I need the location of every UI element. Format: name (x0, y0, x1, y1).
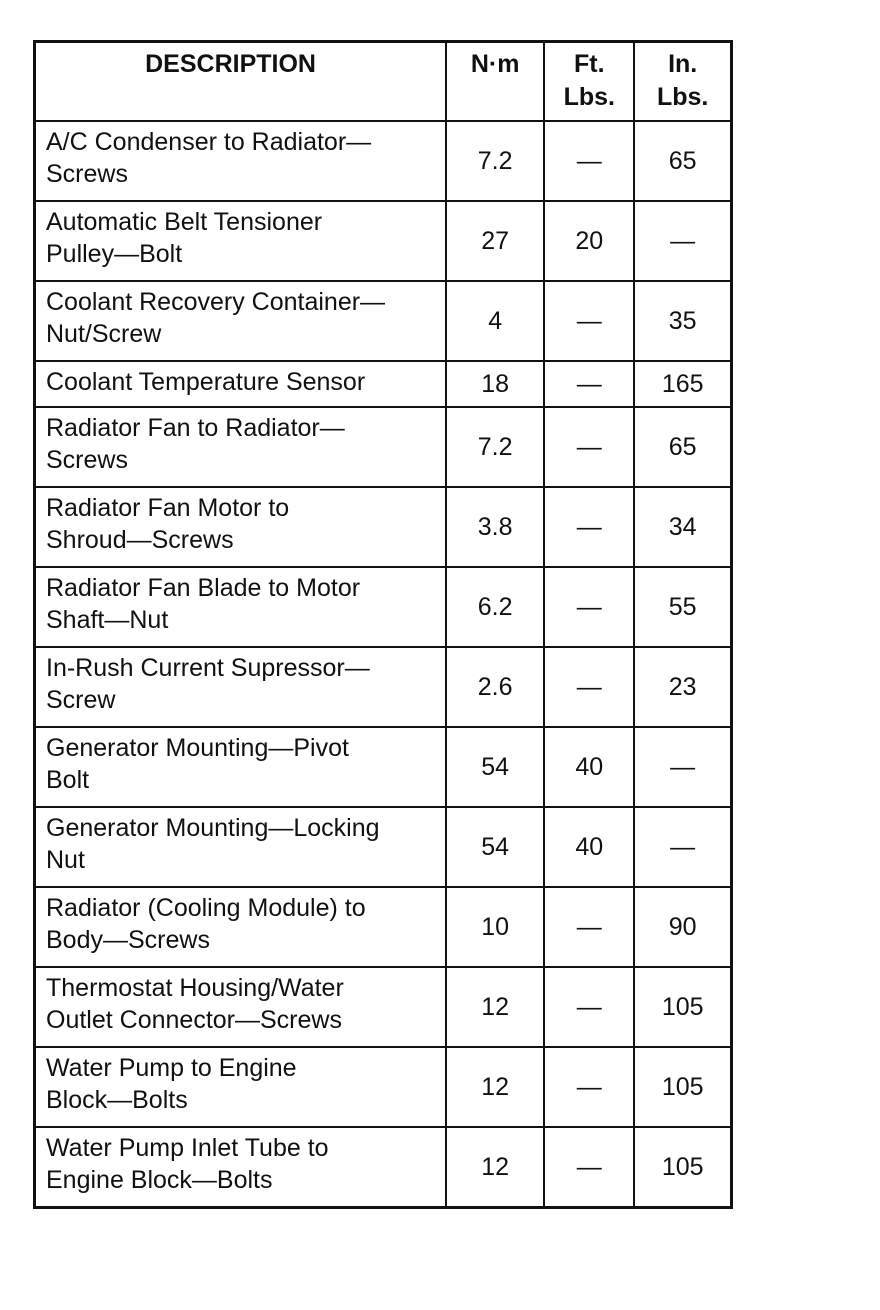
description-cell (35, 967, 447, 1047)
in-lbs-cell: 65 (634, 407, 731, 487)
ft-lbs-cell: — (544, 361, 634, 407)
description-line-1: A/C Condenser to Radiator— (46, 128, 372, 156)
description-cell (35, 1047, 447, 1127)
description-line-2: Pulley—Bolt (46, 240, 183, 268)
description-line-2: Shroud—Screws (46, 526, 234, 554)
in-lbs-cell: 65 (634, 121, 731, 201)
table-row (35, 647, 732, 727)
ft-lbs-cell: 20 (544, 201, 634, 281)
in-lbs-cell: 105 (634, 1127, 731, 1208)
nm-cell: 7.2 (446, 121, 544, 201)
nm-cell: 54 (446, 727, 544, 807)
description-line-2: Engine Block—Bolts (46, 1166, 273, 1194)
header-ft-lbs (544, 42, 634, 122)
in-lbs-cell: — (634, 807, 731, 887)
in-lbs-cell: 165 (634, 361, 731, 407)
ft-lbs-cell: — (544, 487, 634, 567)
table-row (35, 1047, 732, 1127)
description-line-1: In-Rush Current Supressor— (46, 654, 370, 682)
table-row (35, 201, 732, 281)
table-row (35, 487, 732, 567)
table-row (35, 807, 732, 887)
header-ft-line2: Lbs. (563, 83, 615, 111)
table-row (35, 727, 732, 807)
ft-lbs-cell: — (544, 967, 634, 1047)
description-line-2: Nut/Screw (46, 320, 162, 348)
description-line-2: Outlet Connector—Screws (46, 1006, 342, 1034)
ft-lbs-cell: — (544, 1127, 634, 1208)
description-cell (35, 361, 447, 407)
ft-lbs-cell: 40 (544, 727, 634, 807)
in-lbs-cell: 90 (634, 887, 731, 967)
table-body (35, 121, 732, 1208)
header-nm-label: N·m (470, 50, 520, 78)
description-cell (35, 121, 447, 201)
header-in-lbs (634, 42, 731, 122)
in-lbs-cell: 105 (634, 1047, 731, 1127)
description-line-2: Screw (46, 686, 116, 714)
description-cell (35, 887, 447, 967)
description-line-1: Water Pump Inlet Tube to (46, 1134, 329, 1162)
header-ft-line1: Ft. (574, 50, 605, 78)
ft-lbs-cell: — (544, 567, 634, 647)
description-line-2: Shaft—Nut (46, 606, 169, 634)
ft-lbs-cell: — (544, 887, 634, 967)
in-lbs-cell: — (634, 201, 731, 281)
nm-cell: 3.8 (446, 487, 544, 567)
description-line-1: Generator Mounting—Locking (46, 814, 380, 842)
description-line-2: Screws (46, 160, 128, 188)
header-in-line2: Lbs. (656, 83, 709, 111)
ft-lbs-cell: — (544, 281, 634, 361)
ft-lbs-cell: — (544, 647, 634, 727)
ft-lbs-cell: — (544, 1047, 634, 1127)
description-line-1: Radiator Fan to Radiator— (46, 414, 345, 442)
ft-lbs-cell: — (544, 407, 634, 487)
description-line-1: Coolant Temperature Sensor (46, 368, 366, 396)
in-lbs-cell: 105 (634, 967, 731, 1047)
nm-cell: 27 (446, 201, 544, 281)
description-line-2: Screws (46, 446, 128, 474)
description-cell (35, 727, 447, 807)
description-cell (35, 407, 447, 487)
description-line-2: Body—Screws (46, 926, 210, 954)
table-row (35, 967, 732, 1047)
nm-cell: 54 (446, 807, 544, 887)
in-lbs-cell: — (634, 727, 731, 807)
in-lbs-cell: 34 (634, 487, 731, 567)
nm-cell: 12 (446, 1127, 544, 1208)
in-lbs-cell: 55 (634, 567, 731, 647)
nm-cell: 6.2 (446, 567, 544, 647)
header-row (35, 42, 732, 122)
table-row (35, 1127, 732, 1208)
table-header (35, 42, 732, 122)
nm-cell: 12 (446, 1047, 544, 1127)
nm-cell: 7.2 (446, 407, 544, 487)
description-line-1: Automatic Belt Tensioner (46, 208, 323, 236)
ft-lbs-cell: — (544, 121, 634, 201)
in-lbs-cell: 23 (634, 647, 731, 727)
header-nm (446, 42, 544, 122)
description-line-1: Water Pump to Engine (46, 1054, 297, 1082)
table-row (35, 887, 732, 967)
header-in-line1: In. (668, 50, 698, 78)
nm-cell: 2.6 (446, 647, 544, 727)
description-cell (35, 281, 447, 361)
description-line-2: Bolt (46, 766, 90, 794)
description-cell (35, 1127, 447, 1208)
description-line-1: Thermostat Housing/Water (46, 974, 344, 1002)
description-line-1: Radiator (Cooling Module) to (46, 894, 366, 922)
description-line-1: Generator Mounting—Pivot (46, 734, 349, 762)
description-cell (35, 487, 447, 567)
description-cell (35, 647, 447, 727)
table-row (35, 281, 732, 361)
description-cell (35, 807, 447, 887)
nm-cell: 10 (446, 887, 544, 967)
description-line-2: Nut (46, 846, 85, 874)
description-cell (35, 201, 447, 281)
header-description (35, 42, 447, 122)
table-row (35, 567, 732, 647)
description-line-1: Radiator Fan Blade to Motor (46, 574, 361, 602)
table-row (35, 407, 732, 487)
description-line-2: Block—Bolts (46, 1086, 188, 1114)
table-row (35, 361, 732, 407)
table-row (35, 121, 732, 201)
nm-cell: 4 (446, 281, 544, 361)
ft-lbs-cell: 40 (544, 807, 634, 887)
nm-cell: 12 (446, 967, 544, 1047)
nm-cell: 18 (446, 361, 544, 407)
header-description-label: DESCRIPTION (145, 50, 316, 78)
description-cell (35, 567, 447, 647)
in-lbs-cell: 35 (634, 281, 731, 361)
description-line-1: Radiator Fan Motor to (46, 494, 290, 522)
torque-spec-table (33, 40, 733, 1209)
description-line-1: Coolant Recovery Container— (46, 288, 386, 316)
